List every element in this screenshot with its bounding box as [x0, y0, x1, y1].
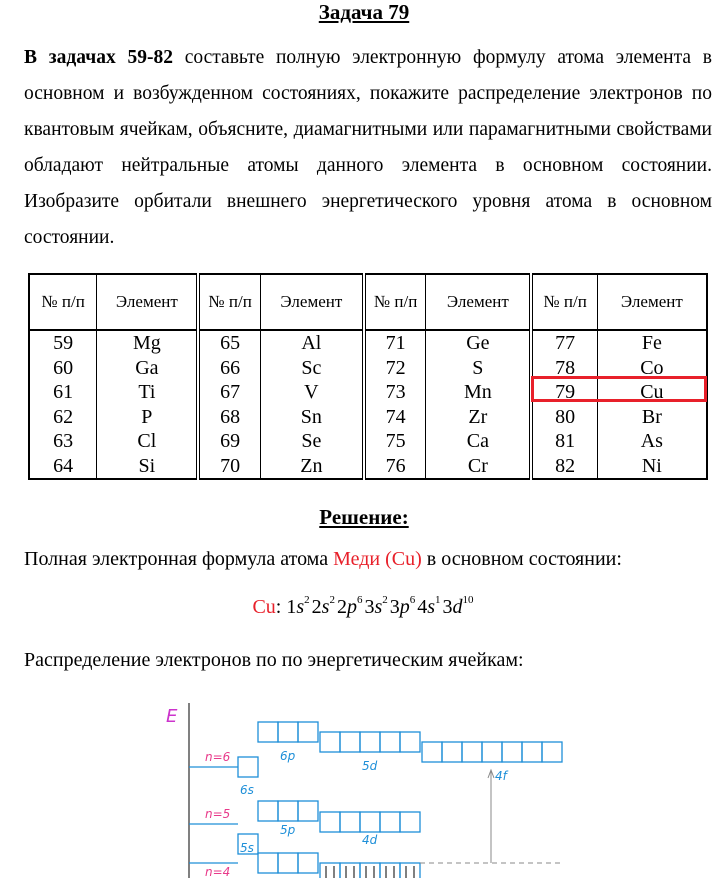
- cell-num: 68: [198, 405, 260, 430]
- orbital-cell: [278, 853, 298, 873]
- energy-diagram: [150, 698, 580, 878]
- orbital-cell: [278, 722, 298, 742]
- task-text: [24, 40, 712, 256]
- cell-num: 59: [29, 330, 97, 356]
- formula-intro-before: Полная электронная формула атома: [24, 548, 334, 570]
- sublevel-label: 6s: [240, 783, 254, 797]
- header-element: Элемент: [97, 274, 199, 330]
- electron-formula: Cu: $1s^2$ $2s^2$ $2p^6$ $3s^2$ $3p^6$ $4s^1$ $3d^{10}$: [252, 594, 474, 618]
- formula-term: $1s^2$: [286, 594, 310, 618]
- orbital-cell: [482, 742, 502, 762]
- level-label: n=6: [205, 750, 231, 764]
- cell-num: 66: [198, 356, 260, 381]
- orbital-cell: [238, 757, 258, 777]
- task-body: составьте полную электронную формулу атома элемента в основном и возбужденном состояниях, покажите распределение электронов по квантовым ячейкам, объясните, диамагнитными или парамагнитными свойствами обладают нейтральные атомы данного элемента в основном состоянии. Изобразите орбитали внешнего энергетического уровня атома в основном состоянии.: [24, 47, 712, 248]
- cell-element: Cr: [426, 454, 532, 480]
- cell-element: Cl: [97, 429, 199, 454]
- orbital-cell: [380, 732, 400, 752]
- cell-element: Sc: [260, 356, 364, 381]
- cell-element: Br: [597, 405, 707, 430]
- sublevel-label: 4f: [495, 769, 507, 783]
- cell-element: Mn: [426, 380, 532, 405]
- cell-element: Se: [260, 429, 364, 454]
- cell-num: 77: [531, 330, 597, 356]
- orbital-cell: [298, 801, 318, 821]
- orbital-cell: [320, 812, 340, 832]
- cell-element: Zn: [260, 454, 364, 480]
- orbital-cell: [502, 742, 522, 762]
- formula-term: $2s^2$: [311, 594, 335, 618]
- cell-element: P: [97, 405, 199, 430]
- orbital-cell: [400, 812, 420, 832]
- element-name: Меди (Cu): [333, 548, 422, 570]
- sublevel-label: 5p: [280, 823, 296, 837]
- cell-element: Ge: [426, 330, 532, 356]
- sublevel-label: 4d: [362, 833, 378, 847]
- cell-num: 82: [531, 454, 597, 480]
- header-element: Элемент: [426, 274, 532, 330]
- cell-element: Zr: [426, 405, 532, 430]
- level-label: n=5: [205, 807, 231, 821]
- task-title: Задача 79: [318, 0, 410, 24]
- table-header-row: [29, 274, 707, 330]
- cell-num: 81: [531, 429, 597, 454]
- header-num: № п/п: [198, 274, 260, 330]
- cell-element: Al: [260, 330, 364, 356]
- orbital-cell: [542, 742, 562, 762]
- cell-num: 60: [29, 356, 97, 381]
- formula-term: $4s^1$: [417, 594, 441, 618]
- cell-num: 63: [29, 429, 97, 454]
- distribution-text: Распределение электронов по по энергетическим ячейкам:: [24, 649, 524, 671]
- cell-num: 65: [198, 330, 260, 356]
- orbital-cell: [360, 812, 380, 832]
- cell-element: S: [426, 356, 532, 381]
- sublevel-label: 5d: [362, 759, 378, 773]
- header-num: № п/п: [29, 274, 97, 330]
- cell-num: 79: [531, 380, 597, 405]
- cell-element: Mg: [97, 330, 199, 356]
- orbital-cell: [422, 742, 442, 762]
- cell-num: 64: [29, 454, 97, 480]
- cell-num: 62: [29, 405, 97, 430]
- orbital-cell: [442, 742, 462, 762]
- cell-element: Sn: [260, 405, 364, 430]
- formula-term: $3d^{10}$: [442, 594, 474, 618]
- orbital-cell: [258, 722, 278, 742]
- formula-term: $3p^6$: [389, 594, 416, 618]
- cell-num: 78: [531, 356, 597, 381]
- cell-element: Ga: [97, 356, 199, 381]
- sublevel-label: 6p: [280, 749, 296, 763]
- formula-terms: [286, 596, 475, 618]
- cell-num: 72: [364, 356, 426, 381]
- formula-symbol: Cu: [252, 596, 276, 618]
- sublevel-label: 5s: [240, 841, 254, 855]
- formula-intro: [24, 548, 622, 571]
- highlight-cu-box: [531, 376, 707, 402]
- cell-element: As: [597, 429, 707, 454]
- cell-element: Si: [97, 454, 199, 480]
- orbital-cell: [298, 722, 318, 742]
- formula-term: $2p^6$: [336, 594, 363, 618]
- cell-num: 74: [364, 405, 426, 430]
- orbital-cell: [380, 812, 400, 832]
- orbital-cell: [340, 812, 360, 832]
- header-num: № п/п: [531, 274, 597, 330]
- energy-axis-label: E: [166, 706, 178, 727]
- table-row: [29, 405, 707, 430]
- header-num: № п/п: [364, 274, 426, 330]
- cell-element: Ti: [97, 380, 199, 405]
- table-row: [29, 429, 707, 454]
- orbital-cell: [340, 732, 360, 752]
- orbital-cell: [400, 732, 420, 752]
- solution-heading: Решение:: [319, 505, 409, 529]
- cell-num: 75: [364, 429, 426, 454]
- header-element: Элемент: [260, 274, 364, 330]
- task-bold-lead: В задачах 59-82: [24, 47, 173, 68]
- cell-element: V: [260, 380, 364, 405]
- table-row: [29, 330, 707, 356]
- cell-num: 80: [531, 405, 597, 430]
- orbital-cell: [298, 853, 318, 873]
- cell-num: 76: [364, 454, 426, 480]
- header-element: Элемент: [597, 274, 707, 330]
- orbital-cell: [522, 742, 542, 762]
- orbital-cell: [258, 801, 278, 821]
- formula-term: $3s^2$: [364, 594, 388, 618]
- cell-element: Fe: [597, 330, 707, 356]
- orbital-cell: [360, 732, 380, 752]
- cell-num: 67: [198, 380, 260, 405]
- formula-intro-after: в основном состоянии:: [421, 548, 622, 570]
- orbital-cell: [320, 732, 340, 752]
- orbital-cell: [278, 801, 298, 821]
- level-label: n=4: [205, 865, 231, 878]
- cell-element: Ni: [597, 454, 707, 480]
- orbital-cell: [400, 863, 420, 878]
- orbital-cell: [320, 863, 340, 878]
- orbital-cell: [462, 742, 482, 762]
- table-row: [29, 454, 707, 480]
- orbital-cell: [360, 863, 380, 878]
- orbital-cell: [380, 863, 400, 878]
- cell-num: 61: [29, 380, 97, 405]
- cell-num: 71: [364, 330, 426, 356]
- cell-num: 73: [364, 380, 426, 405]
- cell-element: Ca: [426, 429, 532, 454]
- cell-num: 69: [198, 429, 260, 454]
- cell-element: Co: [597, 356, 707, 381]
- cell-element: Cu: [597, 380, 707, 405]
- cell-num: 70: [198, 454, 260, 480]
- orbital-cell: [340, 863, 360, 878]
- orbital-cell: [258, 853, 278, 873]
